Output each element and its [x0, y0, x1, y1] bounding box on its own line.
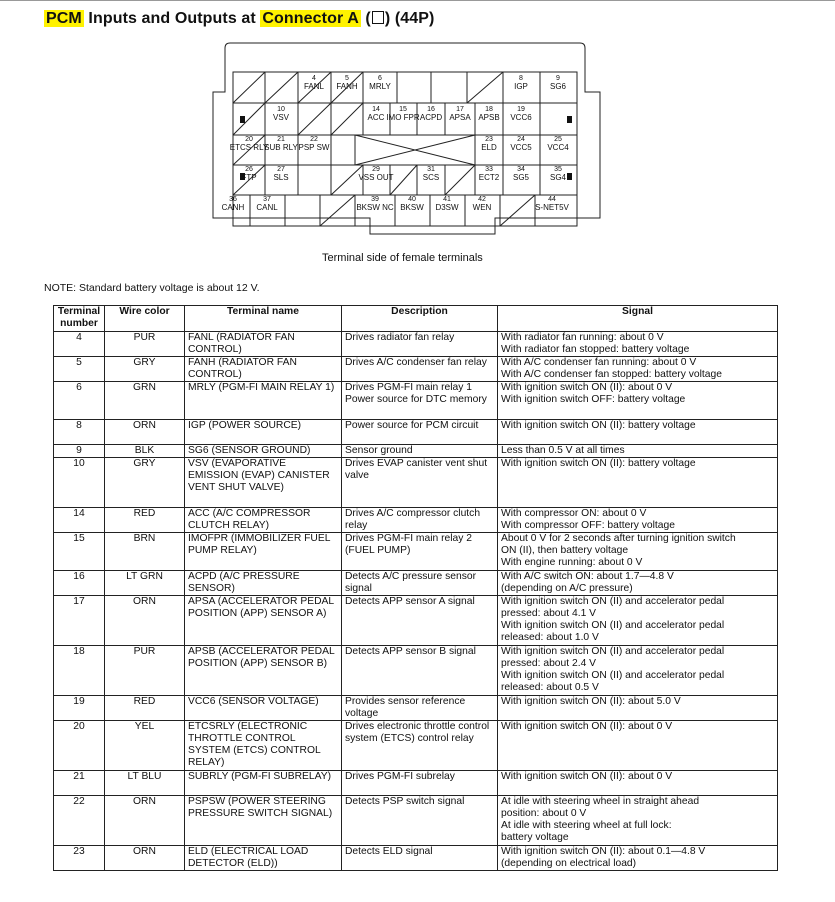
pin-number: 6 — [378, 75, 382, 82]
pin-name: IGP — [514, 82, 528, 91]
pin-name: VCC4 — [547, 143, 569, 152]
wire-color-cell: GRY — [105, 357, 185, 382]
pin-number: 4 — [312, 75, 316, 82]
signal-cell — [498, 332, 778, 357]
signal-line: With radiator fan stopped: battery voltage — [501, 344, 690, 355]
terminal-name-cell: ACC (A/C COMPRESSOR CLUTCH RELAY) — [185, 508, 342, 533]
terminal-name-cell: IGP (POWER SOURCE) — [185, 420, 342, 445]
terminal-number-cell: 21 — [54, 771, 105, 796]
pin-name: WEN — [472, 203, 492, 212]
signal-cell — [498, 445, 778, 458]
pin-name: ELD — [481, 143, 497, 152]
header-terminal: Terminal number — [54, 306, 105, 332]
connector-pin-37 — [256, 196, 278, 212]
pin-name: VCC6 — [510, 113, 532, 122]
pin-number: 27 — [277, 166, 285, 173]
terminal-number-cell: 16 — [54, 571, 105, 596]
pin-name: ACC — [367, 113, 385, 122]
pin-name: VSS OUT — [358, 173, 394, 182]
signal-cell — [498, 357, 778, 382]
terminal-name-cell: FANH (RADIATOR FAN CONTROL) — [185, 357, 342, 382]
table-row — [54, 332, 778, 357]
terminal-number-cell: 5 — [54, 357, 105, 382]
signal-line: released: about 0.5 V — [501, 682, 599, 693]
description-cell: Detects ELD signal — [342, 846, 498, 871]
pin-number: 8 — [519, 75, 523, 82]
signal-line: With ignition switch ON (II): battery voltage — [501, 420, 696, 431]
pin-name: SG4 — [549, 173, 567, 182]
pin-name: APSB — [478, 113, 500, 122]
signal-cell — [498, 458, 778, 508]
terminal-number-cell: 9 — [54, 445, 105, 458]
table-row — [54, 771, 778, 796]
wire-color-cell: LT GRN — [105, 571, 185, 596]
terminal-number-cell: 18 — [54, 646, 105, 696]
connector-pin-17 — [449, 106, 471, 122]
terminal-number-cell: 17 — [54, 596, 105, 646]
description-cell: Drives PGM-FI main relay 2 (FUEL PUMP) — [342, 533, 498, 571]
description-cell: Provides sensor reference voltage — [342, 696, 498, 721]
connector-pin-24 — [510, 136, 532, 152]
pin-name: PSP SW — [298, 143, 330, 152]
pin-number: 39 — [371, 196, 379, 203]
signal-line: With ignition switch ON (II): about 5.0 V — [501, 696, 681, 707]
connector-pin-27 — [273, 166, 288, 182]
pin-number: 15 — [399, 106, 407, 113]
description-cell: Detects APP sensor B signal — [342, 646, 498, 696]
description-cell: Drives radiator fan relay — [342, 332, 498, 357]
terminal-number-cell: 8 — [54, 420, 105, 445]
terminal-name-cell: IMOFPR (IMMOBILIZER FUEL PUMP RELAY) — [185, 533, 342, 571]
pin-name: SUB RLY — [264, 143, 298, 152]
connector-pin-10 — [273, 106, 290, 122]
connector-pin-39 — [356, 196, 394, 212]
signal-line: With A/C switch ON: about 1.7—4.8 V — [501, 571, 674, 582]
terminal-number-cell: 10 — [54, 458, 105, 508]
wire-color-cell: LT BLU — [105, 771, 185, 796]
connector-pin-42 — [473, 196, 492, 212]
signal-line: Less than 0.5 V at all times — [501, 445, 625, 456]
connector-pin-23 — [481, 136, 497, 152]
table-row — [54, 508, 778, 533]
signal-cell — [498, 771, 778, 796]
pin-number: 5 — [345, 75, 349, 82]
signal-cell — [498, 508, 778, 533]
pin-number: 17 — [456, 106, 464, 113]
pin-number: 22 — [310, 136, 318, 143]
pin-name: CANH — [221, 203, 245, 212]
description-cell: Drives PGM-FI subrelay — [342, 771, 498, 796]
description-cell: Drives A/C compressor clutch relay — [342, 508, 498, 533]
wire-color-cell: ORN — [105, 596, 185, 646]
pin-number: 34 — [517, 166, 525, 173]
signal-line: With ignition switch ON (II) and accelerator pedal — [501, 646, 725, 657]
connector-pin-29 — [358, 166, 393, 182]
table-row — [54, 571, 778, 596]
terminal-number-cell: 15 — [54, 533, 105, 571]
title-highlight-connector: Connector A — [262, 10, 359, 27]
signal-line: At idle with steering wheel at full lock: — [501, 820, 672, 831]
wire-color-cell: RED — [105, 508, 185, 533]
pin-number: 26 — [245, 166, 253, 173]
terminal-name-cell: APSA (ACCELERATOR PEDAL POSITION (APP) SENSOR A) — [185, 596, 342, 646]
pin-name: FANL — [303, 82, 325, 91]
pin-number: 37 — [263, 196, 271, 203]
signal-table — [53, 305, 778, 871]
wire-color-cell: ORN — [105, 420, 185, 445]
signal-cell — [498, 696, 778, 721]
connector-caption: Terminal side of female terminals — [322, 252, 483, 264]
table-row — [54, 721, 778, 771]
signal-cell — [498, 796, 778, 846]
pin-name: SLS — [273, 173, 289, 182]
signal-line: (depending on A/C pressure) — [501, 583, 633, 594]
signal-line: With ignition switch OFF: battery voltage — [501, 394, 686, 405]
terminal-name-cell: APSB (ACCELERATOR PEDAL POSITION (APP) SENSOR B) — [185, 646, 342, 696]
terminal-number-cell: 4 — [54, 332, 105, 357]
signal-cell — [498, 846, 778, 871]
terminal-name-cell: FANL (RADIATOR FAN CONTROL) — [185, 332, 342, 357]
signal-line: With A/C condenser fan stopped: battery voltage — [501, 369, 722, 380]
signal-line: With ignition switch ON (II): battery voltage — [501, 458, 696, 469]
connector-pin-36 — [222, 196, 245, 212]
signal-line: With ignition switch ON (II) and accelerator pedal — [501, 670, 725, 681]
pin-number: 21 — [277, 136, 285, 143]
connector-diagram — [205, 40, 605, 240]
title-text: Inputs and Outputs at — [83, 10, 261, 27]
pin-name: ECT2 — [478, 173, 500, 182]
description-cell: Power source for PCM circuit — [342, 420, 498, 445]
signal-line: ON (II), then battery voltage — [501, 545, 629, 556]
pin-number: 14 — [372, 106, 380, 113]
signal-cell — [498, 721, 778, 771]
signal-line: With radiator fan running: about 0 V — [501, 332, 664, 343]
connector-pin-26 — [241, 166, 256, 182]
wire-color-cell: RED — [105, 696, 185, 721]
signal-cell — [498, 596, 778, 646]
table-row — [54, 533, 778, 571]
wire-color-cell: YEL — [105, 721, 185, 771]
signal-line: With ignition switch ON (II): about 0 V — [501, 382, 673, 393]
connector-pin-9 — [550, 75, 567, 91]
signal-line: With engine running: about 0 V — [501, 557, 643, 568]
terminal-number-cell: 23 — [54, 846, 105, 871]
pin-number: 20 — [245, 136, 253, 143]
terminal-name-cell: MRLY (PGM-FI MAIN RELAY 1) — [185, 382, 342, 420]
wire-color-cell: PUR — [105, 332, 185, 357]
connector-box-icon — [372, 11, 384, 24]
header-signal: Signal — [498, 306, 778, 332]
header-wire-color: Wire color — [105, 306, 185, 332]
connector-pin-18 — [478, 106, 499, 122]
description-cell: Detects PSP switch signal — [342, 796, 498, 846]
signal-cell — [498, 420, 778, 445]
connector-pin-19 — [510, 106, 532, 122]
pin-number: 29 — [372, 166, 380, 173]
signal-line: With ignition switch ON (II): about 0 V — [501, 771, 673, 782]
wire-color-cell: GRY — [105, 458, 185, 508]
signal-line: battery voltage — [501, 832, 569, 843]
pin-number: 25 — [554, 136, 562, 143]
pin-number: 19 — [517, 106, 525, 113]
pin-name: ETCS RLY — [229, 143, 269, 152]
pin-name: VSV — [272, 113, 290, 122]
pin-name: SG6 — [549, 82, 567, 91]
pin-number: 42 — [478, 196, 486, 203]
signal-cell — [498, 382, 778, 420]
terminal-number-cell: 14 — [54, 508, 105, 533]
signal-line: With ignition switch ON (II) and accelerator pedal — [501, 596, 725, 607]
connector-pin-16 — [420, 106, 442, 122]
terminal-number-cell: 6 — [54, 382, 105, 420]
table-row — [54, 357, 778, 382]
signal-cell — [498, 646, 778, 696]
title-highlight-pcm: PCM — [46, 10, 82, 27]
pin-name: CANL — [256, 203, 278, 212]
pin-name: MRLY — [369, 82, 391, 91]
table-header-row — [54, 306, 778, 332]
pin-name: APSA — [449, 113, 471, 122]
table-row — [54, 696, 778, 721]
pin-number: 31 — [427, 166, 435, 173]
signal-line: With ignition switch ON (II): about 0.1—4.8 V — [501, 846, 706, 857]
table-row — [54, 596, 778, 646]
signal-line: position: about 0 V — [501, 808, 587, 819]
terminal-name-cell: ACPD (A/C PRESSURE SENSOR) — [185, 571, 342, 596]
terminal-name-cell: VSV (EVAPORATIVE EMISSION (EVAP) CANISTER VENT SHUT VALVE) — [185, 458, 342, 508]
wire-color-cell: ORN — [105, 846, 185, 871]
connector-pin-14 — [368, 106, 385, 122]
table-row — [54, 646, 778, 696]
terminal-name-cell: SUBRLY (PGM-FI SUBRELAY) — [185, 771, 342, 796]
description-cell: Drives PGM-FI main relay 1 Power source for DTC memory — [342, 382, 498, 420]
pin-name: FTP — [241, 173, 257, 182]
signal-cell — [498, 571, 778, 596]
signal-line: At idle with steering wheel in straight ahead — [501, 796, 700, 807]
pin-number: 40 — [408, 196, 416, 203]
table-row — [54, 796, 778, 846]
connector-pin-15 — [386, 106, 420, 122]
connector-pin-41 — [435, 196, 459, 212]
signal-line: released: about 1.0 V — [501, 632, 599, 643]
pin-number: 33 — [485, 166, 493, 173]
pin-number: 23 — [485, 136, 493, 143]
table-row — [54, 846, 778, 871]
connector-pin-31 — [423, 166, 439, 182]
connector-pin-22 — [299, 136, 330, 152]
pin-name: ACPD — [419, 113, 443, 122]
description-cell: Drives electronic throttle control system (ETCS) control relay — [342, 721, 498, 771]
battery-note: NOTE: Standard battery voltage is about 12 V. — [44, 282, 260, 294]
header-description: Description — [342, 306, 498, 332]
signal-line: pressed: about 2.4 V — [501, 658, 597, 669]
wire-color-cell: BLK — [105, 445, 185, 458]
table-row — [54, 420, 778, 445]
pin-name: BKSW NC — [356, 203, 394, 212]
pin-number: 18 — [485, 106, 493, 113]
pin-number: 35 — [554, 166, 562, 173]
signal-line: With compressor OFF: battery voltage — [501, 520, 675, 531]
header-terminal-name: Terminal name — [185, 306, 342, 332]
terminal-name-cell: SG6 (SENSOR GROUND) — [185, 445, 342, 458]
description-cell: Sensor ground — [342, 445, 498, 458]
description-cell: Detects A/C pressure sensor signal — [342, 571, 498, 596]
signal-line: With compressor ON: about 0 V — [501, 508, 647, 519]
pin-name: BKSW — [400, 203, 424, 212]
pin-name: VCC5 — [510, 143, 532, 152]
connector-pin-21 — [264, 136, 298, 152]
signal-line: With ignition switch ON (II): about 0 V — [501, 721, 673, 732]
wire-color-cell: PUR — [105, 646, 185, 696]
pin-number: 10 — [277, 106, 285, 113]
description-cell: Detects APP sensor A signal — [342, 596, 498, 646]
wire-color-cell: ORN — [105, 796, 185, 846]
terminal-name-cell: ETCSRLY (ELECTRONIC THROTTLE CONTROL SYSTEM (ETCS) CONTROL RELAY) — [185, 721, 342, 771]
connector-pin-35 — [550, 166, 567, 182]
top-border — [0, 0, 835, 1]
connector-pin-8 — [514, 75, 528, 91]
pin-name: SCS — [422, 173, 440, 182]
wire-color-cell: BRN — [105, 533, 185, 571]
signal-line: pressed: about 4.1 V — [501, 608, 597, 619]
connector-pin-4 — [304, 75, 325, 91]
title-suffix: ) (44P) — [384, 10, 435, 27]
pin-name: IMO FPR — [386, 113, 420, 122]
pin-number: 41 — [443, 196, 451, 203]
connector-pin-40 — [400, 196, 424, 212]
connector-pin-5 — [336, 75, 358, 91]
pin-number: 9 — [556, 75, 560, 82]
terminal-number-cell: 20 — [54, 721, 105, 771]
table-row — [54, 445, 778, 458]
table-row — [54, 458, 778, 508]
table-row — [54, 382, 778, 420]
connector-pin-33 — [479, 166, 500, 182]
pin-number: 44 — [548, 196, 556, 203]
page-title: PCM Inputs and Outputs at Connector A ( ) (44P) — [46, 10, 435, 27]
connector-pin-25 — [547, 136, 569, 152]
terminal-number-cell: 19 — [54, 696, 105, 721]
description-cell: Drives A/C condenser fan relay — [342, 357, 498, 382]
signal-cell — [498, 533, 778, 571]
pin-number: 24 — [517, 136, 525, 143]
signal-line: About 0 V for 2 seconds after turning ignition switch — [501, 533, 736, 544]
signal-line: (depending on electrical load) — [501, 858, 637, 869]
terminal-name-cell: ELD (ELECTRICAL LOAD DETECTOR (ELD)) — [185, 846, 342, 871]
pin-number: 36 — [229, 196, 237, 203]
signal-line: With ignition switch ON (II) and accelerator pedal — [501, 620, 725, 631]
connector-pin-34 — [513, 166, 530, 182]
terminal-name-cell: VCC6 (SENSOR VOLTAGE) — [185, 696, 342, 721]
connector-pin-6 — [369, 75, 391, 91]
pin-name: SG5 — [512, 173, 530, 182]
pin-name: D3SW — [435, 203, 459, 212]
terminal-number-cell: 22 — [54, 796, 105, 846]
pin-number: 16 — [427, 106, 435, 113]
terminal-name-cell: PSPSW (POWER STEERING PRESSURE SWITCH SIGNAL) — [185, 796, 342, 846]
pin-name: S-NET5V — [535, 203, 569, 212]
signal-line: With A/C condenser fan running: about 0 V — [501, 357, 697, 368]
connector-pin-44 — [535, 196, 569, 212]
description-cell: Drives EVAP canister vent shut valve — [342, 458, 498, 508]
connector-pin-20 — [230, 136, 269, 152]
wire-color-cell: GRN — [105, 382, 185, 420]
pin-name: FANH — [336, 82, 358, 91]
